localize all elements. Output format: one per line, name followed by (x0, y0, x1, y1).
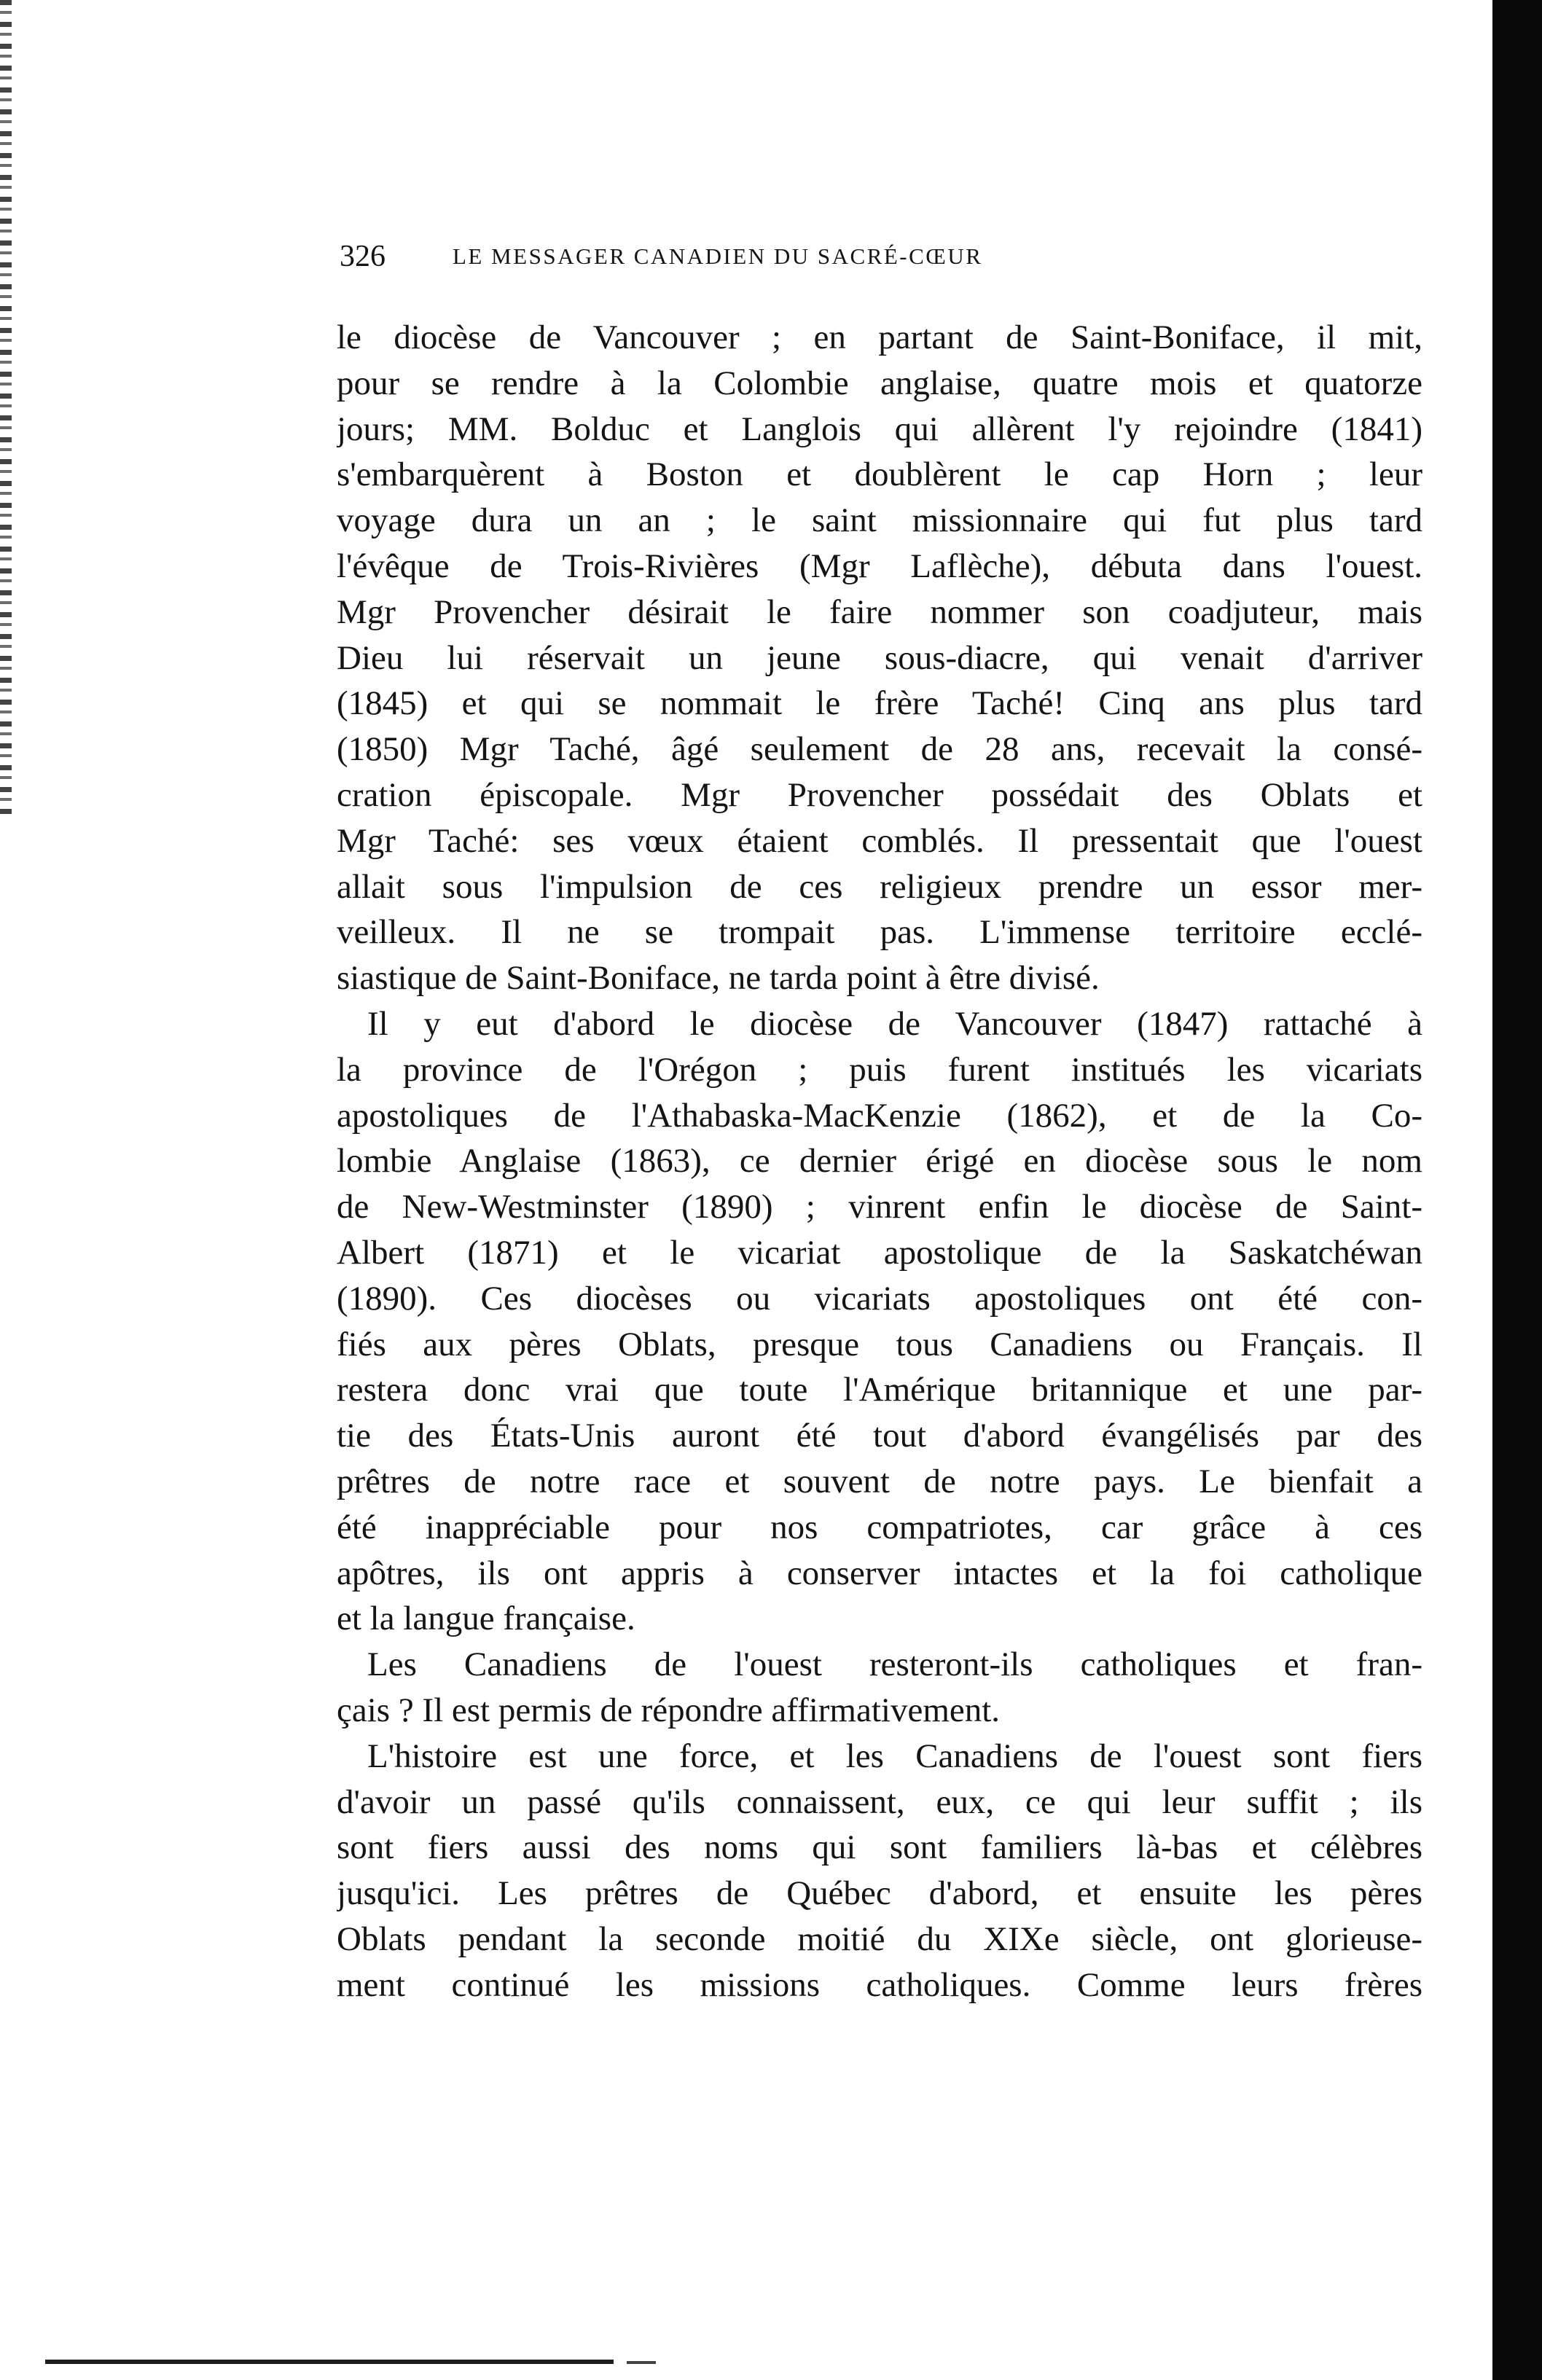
text-line: siastique de Saint-Boniface, ne tarda point à être divisé. (337, 959, 1100, 998)
text-line: d'avoir un passé qu'ils connaissent, eux, ce qui leur suffit ; ils (337, 1782, 1422, 1821)
text-line: Dieu lui réservait un jeune sous-diacre, qui venait d'arriver (337, 638, 1422, 677)
text-line: pour se rendre à la Colombie anglaise, quatre mois et quatorze (337, 364, 1422, 402)
text-line: ment continué les missions catholiques. Comme leurs frères (337, 1965, 1422, 2004)
page-number: 326 (340, 240, 386, 273)
text-line: voyage dura un an ; le saint missionnaire qui fut plus tard (337, 501, 1422, 540)
text-line: la province de l'Orégon ; puis furent institués les vicariats (337, 1050, 1422, 1089)
text-line: été inappréciable pour nos compatriotes, car grâce à ces (337, 1508, 1422, 1546)
text-line: Les Canadiens de l'ouest resteront-ils catholiques et fran- (367, 1645, 1422, 1684)
text-line: apostoliques de l'Athabaska-MacKenzie (1862), et de la Co- (337, 1096, 1422, 1135)
text-line: restera donc vrai que toute l'Amérique britannique et une par- (337, 1371, 1422, 1409)
text-line: et la langue française. (337, 1600, 635, 1638)
text-line: Mgr Taché: ses vœux étaient comblés. Il pressentait que l'ouest (337, 821, 1422, 860)
text-line: apôtres, ils ont appris à conserver intactes et la foi catholique (337, 1554, 1422, 1592)
text-line: l'évêque de Trois-Rivières (Mgr Laflèche), débuta dans l'ouest. (337, 547, 1422, 585)
text-line: lombie Anglaise (1863), ce dernier érigé en diocèse sous le nom (337, 1142, 1422, 1181)
text-line: (1850) Mgr Taché, âgé seulement de 28 ans, recevait la consé- (337, 730, 1422, 769)
bottom-dash (627, 2361, 656, 2364)
text-line: L'histoire est une force, et les Canadiens de l'ouest sont fiers (367, 1737, 1422, 1775)
text-line: fiés aux pères Oblats, presque tous Canadiens ou Français. Il (337, 1325, 1422, 1363)
text-line: sont fiers aussi des noms qui sont familiers là-bas et célèbres (337, 1828, 1422, 1867)
text-line: veilleux. Il ne se trompait pas. L'immense territoire ecclé- (337, 913, 1422, 952)
text-line: Oblats pendant la seconde moitié du XIXe siècle, ont glorieuse- (337, 1919, 1422, 1958)
body-text (337, 315, 1422, 2008)
page-header (340, 239, 1316, 280)
text-line: prêtres de notre race et souvent de notre pays. Le bienfait a (337, 1462, 1422, 1500)
text-line: (1845) et qui se nommait le frère Taché! Cinq ans plus tard (337, 684, 1422, 723)
text-line: (1890). Ces diocèses ou vicariats apostoliques ont été con- (337, 1279, 1422, 1318)
text-line: çais ? Il est permis de répondre affirmativement. (337, 1691, 1001, 1729)
text-line: Il y eut d'abord le diocèse de Vancouver (1847) rattaché à (367, 1004, 1422, 1043)
page-edge-scan-artifact (0, 0, 12, 816)
text-line: Albert (1871) et le vicariat apostolique de la Saskatchéwan (337, 1233, 1422, 1272)
text-line: jusqu'ici. Les prêtres de Québec d'abord, et ensuite les pères (337, 1874, 1422, 1913)
running-title: LE MESSAGER CANADIEN DU SACRÉ-CŒUR (453, 243, 983, 269)
text-line: cration épiscopale. Mgr Provencher possédait des Oblats et (337, 775, 1422, 814)
text-line: s'embarquèrent à Boston et doublèrent le cap Horn ; leur (337, 455, 1422, 494)
text-line: tie des États-Unis auront été tout d'abord évangélisés par des (337, 1417, 1422, 1455)
bottom-rule (45, 2360, 614, 2364)
text-line: allait sous l'impulsion de ces religieux prendre un essor mer- (337, 867, 1422, 906)
text-line: Mgr Provencher désirait le faire nommer son coadjuteur, mais (337, 592, 1422, 631)
text-line: de New-Westminster (1890) ; vinrent enfin le diocèse de Saint- (337, 1188, 1422, 1226)
text-line: jours; MM. Bolduc et Langlois qui allèrent l'y rejoindre (1841) (337, 410, 1422, 448)
scan-border-bar (1492, 0, 1542, 2380)
text-line: le diocèse de Vancouver ; en partant de Saint-Boniface, il mit, (337, 318, 1422, 356)
